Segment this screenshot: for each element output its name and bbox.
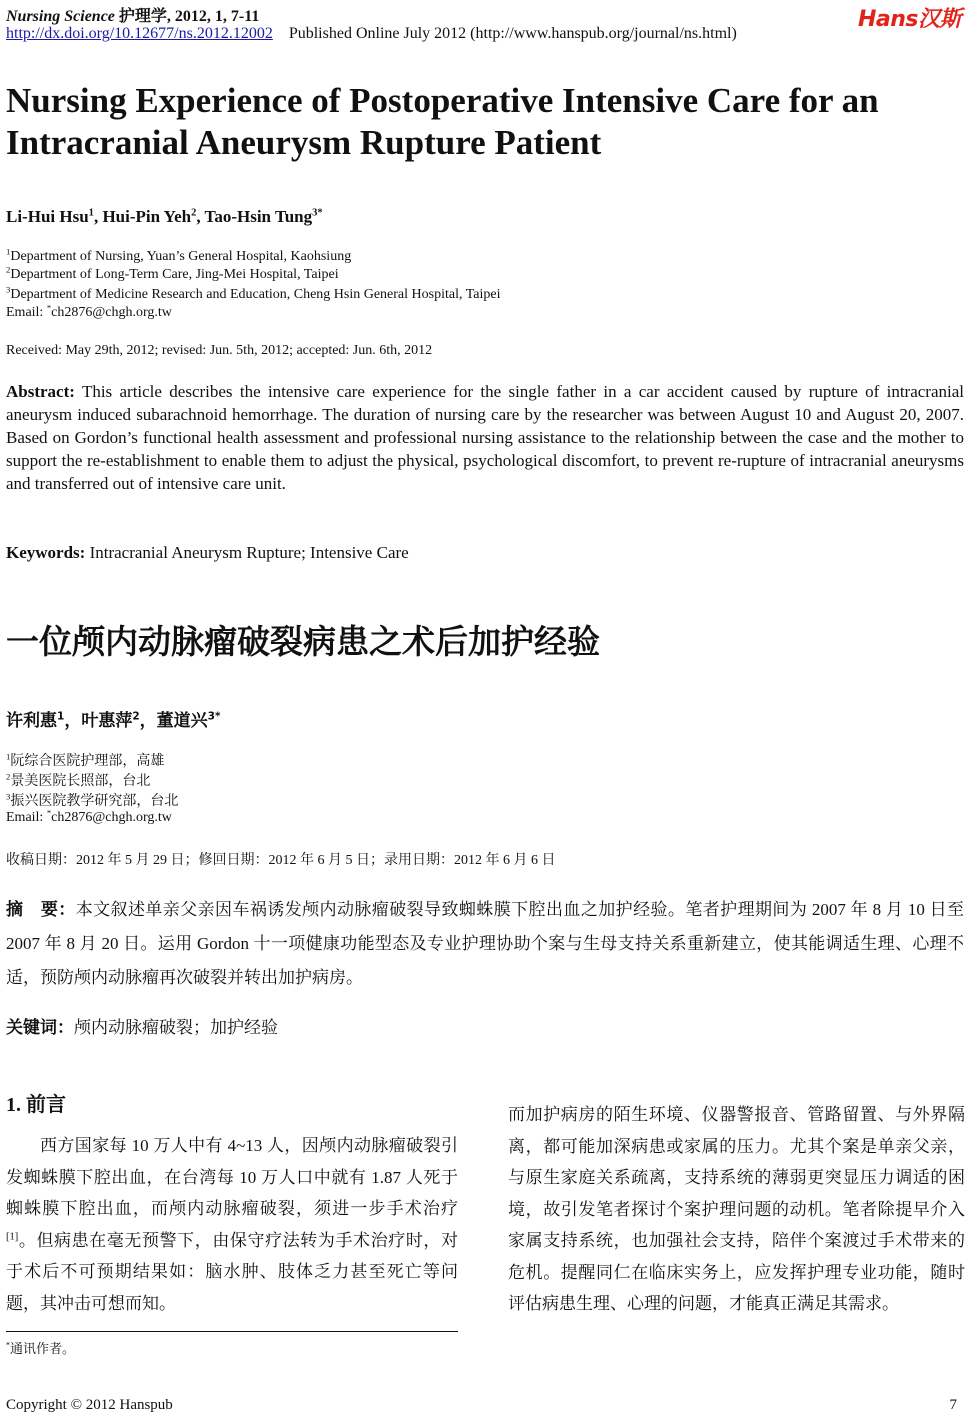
affiliation-en: [6, 264, 339, 283]
aff-sup: 1: [6, 246, 11, 257]
author-sup: 3*: [312, 207, 323, 219]
email-en: [6, 302, 172, 321]
abstract-body: This article describes the intensive care experience for the single father in a car accident caused by rupture of intracranial aneurysm induced subarachnoid hemorrhage. The duration of nursing care by the researcher was between August 10 and August 20, 2007. Based on Gordon’s functional health assessment and professional nursing assistance to the relationship between the case and the mother to support the re-establishment to enable them to adjust the physical, psychological discomfort, to prevent re-rupture of intracranial aneurysms and transferred out of intensive care unit.: [6, 382, 964, 493]
journal-name: Nursing Science: [6, 8, 115, 25]
aff-text: 景美医院长照部，台北: [10, 774, 151, 789]
author-sup: 1: [57, 710, 65, 723]
abstract-cn: [6, 893, 964, 995]
aff-text: Department of Nursing, Yuan’s General Hospital, Kaohsiung: [10, 249, 352, 264]
aff-text: Department of Long-Term Care, Jing-Mei Hospital, Taipei: [10, 267, 339, 282]
citation-ref[interactable]: [1]: [6, 1230, 19, 1242]
doi-link[interactable]: http://dx.doi.org/10.12677/ns.2012.12002: [6, 25, 273, 42]
authors-cn: [6, 706, 221, 731]
affiliation-cn: [6, 770, 150, 790]
journal-name-cn: 护理学: [118, 8, 167, 25]
paper-title-en: Nursing Experience of Postoperative Intensive Care for an Intracranial Aneurysm Rupture Patient: [6, 81, 879, 162]
email-label: Email:: [6, 305, 47, 320]
author-sep: ，: [139, 711, 157, 731]
author: 叶惠萍: [81, 711, 133, 731]
keywords-label: Keywords:: [6, 543, 86, 562]
email-sup: *: [46, 807, 52, 818]
page-number: 7: [949, 1397, 957, 1413]
email-address[interactable]: ch2876@chgh.org.tw: [51, 305, 172, 320]
affiliation-cn: [6, 750, 164, 770]
doi-line: [6, 25, 737, 43]
keywords-label: 关键词：: [6, 1018, 74, 1037]
published-info: Published Online July 2012 (http://www.hanspub.org/journal/ns.html): [288, 25, 737, 42]
author: Hui-Pin Yeh: [102, 207, 192, 226]
copyright: Copyright © 2012 Hanspub: [6, 1397, 173, 1413]
footnote: [6, 1338, 75, 1357]
paragraph-text: 西方国家每 10 万人中有 4~13 人，因颅内动脉瘤破裂引发蜘蛛膜下腔出血，在台湾每 10 万人口中就有 1.87 人死于蜘蛛膜下腔出血，而颅内动脉瘤破裂，须进一步手术治疗: [6, 1136, 458, 1218]
paper-title-cn: 一位颅内动脉瘤破裂病患之术后加护经验: [6, 622, 600, 661]
section-heading: 1. 前言: [6, 1094, 66, 1116]
author: 董道兴: [156, 711, 208, 731]
keywords-en: [6, 543, 409, 563]
aff-sup: 2: [6, 264, 11, 275]
footnote-divider: [6, 1331, 458, 1332]
aff-text: 振兴医院教学研究部，台北: [10, 794, 179, 809]
abstract-body: 本文叙述单亲父亲因车祸诱发颅内动脉瘤破裂导致蜘蛛膜下腔出血之加护经验。笔者护理期间为 2007 年 8 月 10 日至 2007 年 8 月 20 日。运用 Gordon 十一项健康功能型态及专业护理协助个案与生母支持关系重新建立，使其能调适生理、心理不适，预防颅内动脉瘤再次破裂并转出加护病房。: [6, 900, 965, 987]
left-column: [6, 1130, 458, 1319]
author-sup: 2: [191, 207, 197, 219]
authors-en: [6, 207, 323, 227]
affiliation-en: [6, 284, 501, 303]
received-dates-cn: 收稿日期：2012 年 5 月 29 日；修回日期：2012 年 6 月 5 日；录用日期：2012 年 6 月 6 日: [6, 853, 556, 868]
aff-sup: 1: [6, 751, 11, 762]
aff-sup: 2: [6, 771, 11, 782]
aff-sup: 3: [6, 791, 11, 802]
aff-text: Department of Medicine Research and Education, Cheng Hsin General Hospital, Taipei: [10, 287, 501, 302]
author: 许利惠: [6, 711, 57, 731]
journal-header: [6, 3, 259, 26]
right-column: [508, 1099, 965, 1320]
email-label: Email:: [6, 810, 47, 825]
abstract-label: Abstract:: [6, 382, 75, 401]
author-sup: 2: [132, 710, 140, 723]
author: Li-Hui Hsu: [6, 207, 89, 226]
volume-info: , 2012, 1, 7-11: [166, 8, 260, 25]
aff-sup: 3: [6, 284, 11, 295]
email-address[interactable]: ch2876@chgh.org.tw: [51, 810, 172, 825]
author: Tao-Hsin Tung: [204, 207, 313, 226]
author-sep: ,: [93, 207, 103, 226]
aff-text: 阮综合医院护理部，高雄: [10, 754, 165, 769]
email-sup: *: [46, 302, 52, 313]
keywords-body: 颅内动脉瘤破裂；加护经验: [74, 1018, 278, 1037]
email-cn: [6, 807, 172, 826]
keywords-body: Intracranial Aneurysm Rupture; Intensive Care: [85, 543, 409, 562]
abstract-en: [6, 380, 964, 495]
author-sup: 3*: [207, 710, 221, 723]
affiliation-cn: [6, 790, 178, 810]
received-dates-en: Received: May 29th, 2012; revised: Jun. 5th, 2012; accepted: Jun. 6th, 2012: [6, 343, 433, 358]
hans-logo: Hans汉斯: [857, 7, 961, 32]
keywords-cn: [6, 1013, 278, 1038]
paragraph-text: 。但病患在毫无预警下，由保守疗法转为手术治疗时，对于术后不可预期结果如：脑水肿、肢体乏力甚至死亡等问题，其冲击可想而知。: [6, 1230, 458, 1313]
affiliation-en: [6, 246, 352, 265]
footnote-sup: *: [6, 1340, 11, 1350]
author-sep: ，: [64, 711, 82, 731]
footnote-text: 通讯作者。: [10, 1341, 76, 1356]
intro-paragraph-cont: 而加护病房的陌生环境、仪器警报音、管路留置、与外界隔离，都可能加深病患或家属的压力。尤其个案是单亲父亲，与原生家庭关系疏离，支持系统的薄弱更突显压力调适的困境，故引发笔者探讨个案护理问题的动机。笔者除提早介入家属支持系统，也加强社会支持，陪伴个案渡过手术带来的危机。提醒同仁在临床实务上，应发挥护理专业功能，随时评估病患生理、心理的问题，才能真正满足其需求。: [508, 1105, 965, 1313]
abstract-label: 摘 要：: [6, 900, 76, 919]
author-sup: 1: [88, 207, 94, 219]
intro-paragraph: [6, 1130, 458, 1319]
author-sep: ,: [196, 207, 205, 226]
